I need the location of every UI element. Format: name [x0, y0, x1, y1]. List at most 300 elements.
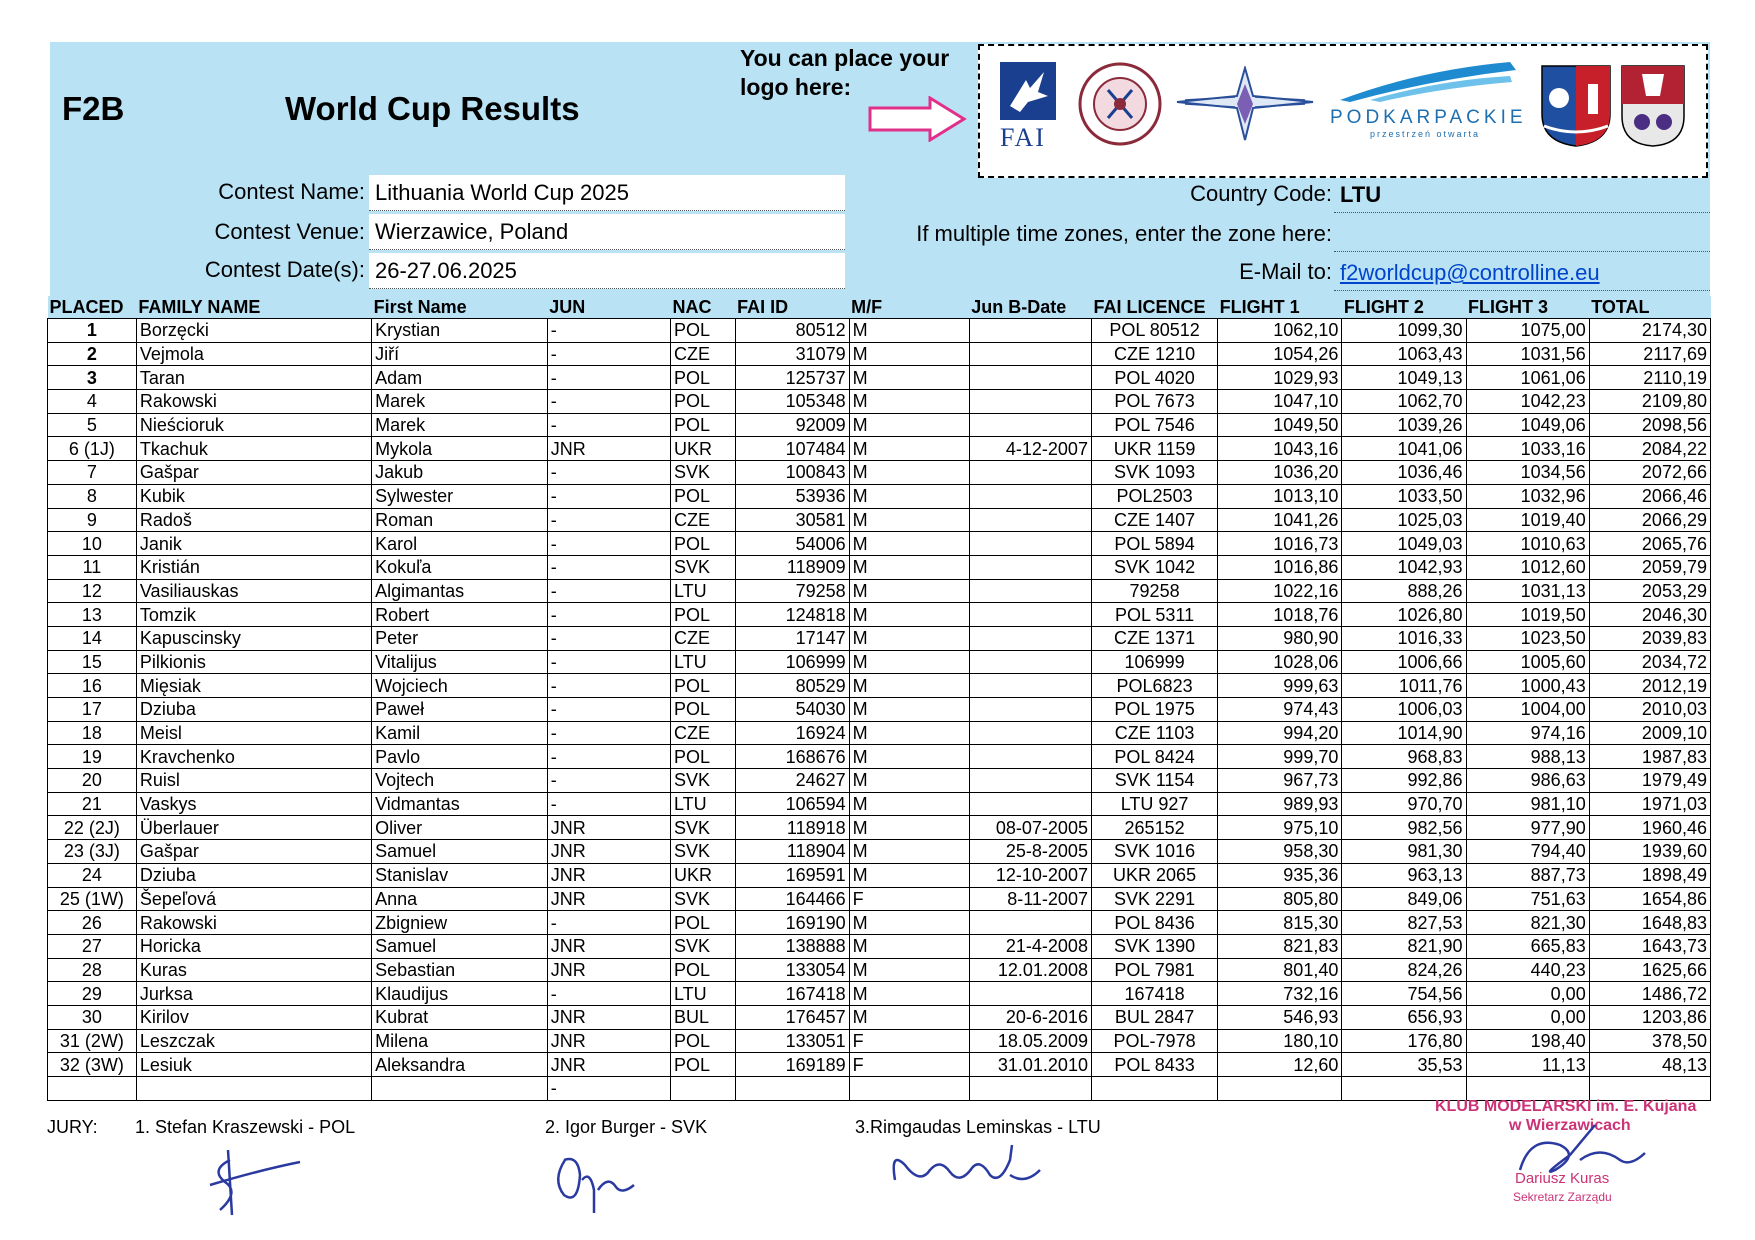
cell-placed: 5 — [48, 413, 137, 437]
cell-first-name: Zbigniew — [372, 911, 548, 935]
cell-flight-1: 1047,10 — [1218, 390, 1342, 414]
cell-nac: POL — [670, 366, 735, 390]
cell-first-name: Vojtech — [372, 769, 548, 793]
cell-fai-id: 80512 — [735, 319, 849, 343]
cell-total: 2034,72 — [1589, 650, 1710, 674]
table-row — [48, 745, 1711, 769]
cell-flight-3: 1019,50 — [1466, 603, 1589, 627]
cell-mf: M — [849, 840, 969, 864]
cell-mf: M — [849, 650, 969, 674]
page-title: World Cup Results — [285, 90, 580, 127]
cell-mf: M — [849, 769, 969, 793]
cell-flight-1: 815,30 — [1218, 911, 1342, 935]
cell-jun: - — [547, 508, 670, 532]
cell-first-name: Oliver — [372, 816, 548, 840]
cell-jun-bdate — [969, 650, 1091, 674]
cell-jun: JNR — [547, 437, 670, 461]
table-row — [48, 911, 1711, 935]
cell-flight-3 — [1466, 1077, 1589, 1101]
cell-fai-licence: 79258 — [1091, 579, 1217, 603]
cell-mf: M — [849, 532, 969, 556]
cell-mf: F — [849, 1029, 969, 1053]
cell-family-name: Tomzik — [136, 603, 371, 627]
cell-jun: JNR — [547, 958, 670, 982]
cell-flight-3: 1000,43 — [1466, 674, 1589, 698]
cell-mf: M — [849, 508, 969, 532]
cell-total: 1203,86 — [1589, 1005, 1710, 1029]
cell-fai-licence: CZE 1210 — [1091, 342, 1217, 366]
cell-jun: - — [547, 390, 670, 414]
cell-family-name: Taran — [136, 366, 371, 390]
cell-fai-id: 169591 — [735, 863, 849, 887]
cell-fai-licence: SVK 2291 — [1091, 887, 1217, 911]
cell-fai-id: 133051 — [735, 1029, 849, 1053]
signature-2 — [550, 1145, 640, 1215]
cell-flight-3: 1005,60 — [1466, 650, 1589, 674]
cell-nac: LTU — [670, 579, 735, 603]
cell-flight-1: 1043,16 — [1218, 437, 1342, 461]
cell-flight-3: 440,23 — [1466, 958, 1589, 982]
jury-label: JURY: — [47, 1117, 98, 1137]
cell-flight-3: 974,16 — [1466, 721, 1589, 745]
cell-placed: 11 — [48, 555, 137, 579]
cell-flight-2: 1062,70 — [1342, 390, 1466, 414]
cell-family-name: Ruisl — [136, 769, 371, 793]
cell-fai-id — [735, 1077, 849, 1101]
cell-jun-bdate: 8-11-2007 — [969, 887, 1091, 911]
cell-placed: 6 (1J) — [48, 437, 137, 461]
cell-flight-1: 935,36 — [1218, 863, 1342, 887]
cell-total: 2098,56 — [1589, 413, 1710, 437]
cell-first-name: Paweł — [372, 698, 548, 722]
table-row — [48, 319, 1711, 343]
cell-nac: SVK — [670, 840, 735, 864]
cell-total: 2066,29 — [1589, 508, 1710, 532]
cell-family-name: Kubik — [136, 484, 371, 508]
cell-mf: M — [849, 863, 969, 887]
cell-mf: M — [849, 555, 969, 579]
cell-mf: M — [849, 484, 969, 508]
cell-placed: 23 (3J) — [48, 840, 137, 864]
cell-family-name: Mięsiak — [136, 674, 371, 698]
cell-jun-bdate — [969, 319, 1091, 343]
cell-jun: - — [547, 745, 670, 769]
cell-fai-licence: 167418 — [1091, 982, 1217, 1006]
cell-mf: M — [849, 958, 969, 982]
cell-mf: F — [849, 887, 969, 911]
cell-jun-bdate — [969, 982, 1091, 1006]
cell-family-name: Gašpar — [136, 840, 371, 864]
table-row — [48, 1077, 1711, 1101]
cell-fai-licence: LTU 927 — [1091, 792, 1217, 816]
cell-jun-bdate — [969, 603, 1091, 627]
cell-flight-3: 1004,00 — [1466, 698, 1589, 722]
cell-flight-3: 1075,00 — [1466, 319, 1589, 343]
cell-flight-1: 821,83 — [1218, 934, 1342, 958]
cell-nac: LTU — [670, 792, 735, 816]
table-row — [48, 1053, 1711, 1077]
cell-jun: JNR — [547, 1029, 670, 1053]
cell-jun-bdate: 21-4-2008 — [969, 934, 1091, 958]
cell-fai-licence — [1091, 1077, 1217, 1101]
cell-first-name: Kamil — [372, 721, 548, 745]
cell-flight-3: 665,83 — [1466, 934, 1589, 958]
cell-total: 2066,46 — [1589, 484, 1710, 508]
table-row — [48, 816, 1711, 840]
cell-jun-bdate — [969, 721, 1091, 745]
cell-jun: - — [547, 413, 670, 437]
cell-fai-licence: POL 7673 — [1091, 390, 1217, 414]
cell-nac: CZE — [670, 508, 735, 532]
cell-total: 1898,49 — [1589, 863, 1710, 887]
cell-total: 2072,66 — [1589, 461, 1710, 485]
cell-flight-3: 1012,60 — [1466, 555, 1589, 579]
cell-flight-2: 754,56 — [1342, 982, 1466, 1006]
cell-family-name: Pilkionis — [136, 650, 371, 674]
cell-first-name: Vitalijus — [372, 650, 548, 674]
cell-fai-licence: POL 5311 — [1091, 603, 1217, 627]
table-row — [48, 934, 1711, 958]
cell-total: 2039,83 — [1589, 626, 1710, 650]
cell-flight-1: 1022,16 — [1218, 579, 1342, 603]
cell-flight-1: 994,20 — [1218, 721, 1342, 745]
cell-jun: - — [547, 342, 670, 366]
table-row — [48, 1029, 1711, 1053]
cell-fai-licence: POL 4020 — [1091, 366, 1217, 390]
cell-jun: - — [547, 1077, 670, 1101]
cell-fai-id: 118904 — [735, 840, 849, 864]
cell-nac: POL — [670, 745, 735, 769]
cell-mf: M — [849, 982, 969, 1006]
cell-total: 2009,10 — [1589, 721, 1710, 745]
cell-flight-3: 1034,56 — [1466, 461, 1589, 485]
cell-jun: - — [547, 721, 670, 745]
cell-jun: - — [547, 982, 670, 1006]
cell-nac: SVK — [670, 461, 735, 485]
cell-fai-id: 118918 — [735, 816, 849, 840]
cell-fai-licence: CZE 1103 — [1091, 721, 1217, 745]
cell-jun-bdate — [969, 745, 1091, 769]
email-field[interactable] — [1334, 255, 1710, 291]
cell-fai-id: 80529 — [735, 674, 849, 698]
cell-nac: POL — [670, 1053, 735, 1077]
table-header-row — [48, 296, 1711, 319]
cell-fai-id: 125737 — [735, 366, 849, 390]
cell-mf: M — [849, 319, 969, 343]
cell-family-name: Dziuba — [136, 698, 371, 722]
cell-mf: M — [849, 911, 969, 935]
cell-jun: JNR — [547, 887, 670, 911]
cell-fai-licence: UKR 1159 — [1091, 437, 1217, 461]
country-code-label: Country Code: — [1190, 181, 1332, 206]
cell-jun-bdate — [969, 413, 1091, 437]
cell-flight-2: 1026,80 — [1342, 603, 1466, 627]
cell-jun-bdate — [969, 555, 1091, 579]
cell-fai-id: 168676 — [735, 745, 849, 769]
cell-jun: - — [547, 603, 670, 627]
cell-nac: POL — [670, 484, 735, 508]
cell-fai-licence: POL 8433 — [1091, 1053, 1217, 1077]
cell-mf: M — [849, 626, 969, 650]
cell-jun: - — [547, 650, 670, 674]
cell-fai-id: 124818 — [735, 603, 849, 627]
cell-fai-id: 106594 — [735, 792, 849, 816]
cell-nac: POL — [670, 1029, 735, 1053]
cell-family-name: Gašpar — [136, 461, 371, 485]
cell-family-name: Šepeľová — [136, 887, 371, 911]
table-row — [48, 342, 1711, 366]
cell-family-name: Leszczak — [136, 1029, 371, 1053]
cell-total: 2065,76 — [1589, 532, 1710, 556]
cell-flight-2: 827,53 — [1342, 911, 1466, 935]
cell-mf: M — [849, 816, 969, 840]
column-header-mf: M/F — [849, 296, 969, 319]
cell-fai-id: 105348 — [735, 390, 849, 414]
cell-placed: 19 — [48, 745, 137, 769]
cell-nac: SVK — [670, 555, 735, 579]
table-row — [48, 792, 1711, 816]
table-row — [48, 863, 1711, 887]
email-link[interactable]: f2worldcup@controlline.eu — [1340, 260, 1600, 285]
cell-fai-id: 133054 — [735, 958, 849, 982]
cell-first-name: Peter — [372, 626, 548, 650]
cell-placed — [48, 1077, 137, 1101]
table-row — [48, 769, 1711, 793]
contest-name-field[interactable]: Lithuania World Cup 2025 — [369, 175, 845, 211]
cell-flight-2: 176,80 — [1342, 1029, 1466, 1053]
cell-first-name: Marek — [372, 413, 548, 437]
cell-fai-licence: POL 1975 — [1091, 698, 1217, 722]
contest-date-field[interactable]: 26-27.06.2025 — [369, 253, 845, 289]
cell-flight-2: 1025,03 — [1342, 508, 1466, 532]
cell-total: 1971,03 — [1589, 792, 1710, 816]
cell-flight-2: 970,70 — [1342, 792, 1466, 816]
cell-flight-2: 1049,03 — [1342, 532, 1466, 556]
cell-flight-3: 0,00 — [1466, 1005, 1589, 1029]
cell-placed: 10 — [48, 532, 137, 556]
table-row — [48, 413, 1711, 437]
cell-mf: M — [849, 792, 969, 816]
cell-fai-licence: 106999 — [1091, 650, 1217, 674]
cell-total: 2046,30 — [1589, 603, 1710, 627]
cell-family-name: Nieścioruk — [136, 413, 371, 437]
cell-mf: M — [849, 1005, 969, 1029]
cell-placed: 29 — [48, 982, 137, 1006]
jury-member-2: 2. Igor Burger - SVK — [545, 1117, 708, 1137]
cell-flight-3: 1010,63 — [1466, 532, 1589, 556]
table-row — [48, 887, 1711, 911]
cell-flight-2: 849,06 — [1342, 887, 1466, 911]
cell-fai-licence: SVK 1093 — [1091, 461, 1217, 485]
cell-flight-1: 546,93 — [1218, 1005, 1342, 1029]
cell-jun-bdate — [969, 508, 1091, 532]
cell-family-name: Tkachuk — [136, 437, 371, 461]
cell-nac: POL — [670, 390, 735, 414]
cell-first-name: Karol — [372, 532, 548, 556]
cell-flight-3: 0,00 — [1466, 982, 1589, 1006]
table-row — [48, 698, 1711, 722]
cell-flight-1 — [1218, 1077, 1342, 1101]
cell-jun: - — [547, 769, 670, 793]
column-header-jun: JUN — [547, 296, 670, 319]
cell-first-name: Wojciech — [372, 674, 548, 698]
table-row — [48, 721, 1711, 745]
cell-first-name: Kubrat — [372, 1005, 548, 1029]
stamp-signatory-role: Sekretarz Zarządu — [1513, 1190, 1612, 1204]
cell-family-name: Kuras — [136, 958, 371, 982]
cell-fai-id: 24627 — [735, 769, 849, 793]
cell-jun: - — [547, 792, 670, 816]
cell-flight-3: 887,73 — [1466, 863, 1589, 887]
cell-total: 2053,29 — [1589, 579, 1710, 603]
cell-placed: 3 — [48, 366, 137, 390]
podkarpackie-text: PODKARPACKIE — [1330, 107, 1527, 128]
cell-total: 2110,19 — [1589, 366, 1710, 390]
cell-flight-2 — [1342, 1077, 1466, 1101]
cell-fai-licence: CZE 1371 — [1091, 626, 1217, 650]
cell-first-name: Roman — [372, 508, 548, 532]
cell-fai-id: 54030 — [735, 698, 849, 722]
cell-total: 2109,80 — [1589, 390, 1710, 414]
cell-fai-id: 164466 — [735, 887, 849, 911]
cell-first-name: Stanislav — [372, 863, 548, 887]
cell-first-name: Algimantas — [372, 579, 548, 603]
cell-placed: 26 — [48, 911, 137, 935]
cell-flight-2: 1011,76 — [1342, 674, 1466, 698]
table-row — [48, 1005, 1711, 1029]
cell-nac: POL — [670, 603, 735, 627]
cell-placed: 17 — [48, 698, 137, 722]
cell-flight-1: 989,93 — [1218, 792, 1342, 816]
cell-fai-licence: CZE 1407 — [1091, 508, 1217, 532]
cell-placed: 1 — [48, 319, 137, 343]
cell-mf: M — [849, 934, 969, 958]
cell-flight-1: 980,90 — [1218, 626, 1342, 650]
cell-first-name: Jiří — [372, 342, 548, 366]
table-row — [48, 626, 1711, 650]
results-table — [47, 296, 1711, 1101]
cell-jun: - — [547, 579, 670, 603]
cell-first-name: Samuel — [372, 934, 548, 958]
cell-mf — [849, 1077, 969, 1101]
cell-placed: 32 (3W) — [48, 1053, 137, 1077]
cell-fai-licence: SVK 1042 — [1091, 555, 1217, 579]
table-row — [48, 579, 1711, 603]
cell-total: 1648,83 — [1589, 911, 1710, 935]
cell-fai-id: 107484 — [735, 437, 849, 461]
table-row — [48, 437, 1711, 461]
cell-first-name: Klaudijus — [372, 982, 548, 1006]
cell-jun-bdate: 12-10-2007 — [969, 863, 1091, 887]
cell-family-name: Janik — [136, 532, 371, 556]
cell-flight-1: 12,60 — [1218, 1053, 1342, 1077]
cell-nac: POL — [670, 532, 735, 556]
table-body — [48, 319, 1711, 1101]
cell-flight-3: 1049,06 — [1466, 413, 1589, 437]
signature-1 — [190, 1140, 310, 1220]
cell-flight-2: 1036,46 — [1342, 461, 1466, 485]
cell-flight-3: 981,10 — [1466, 792, 1589, 816]
country-code-field[interactable]: LTU — [1334, 177, 1710, 213]
cell-flight-1: 1062,10 — [1218, 319, 1342, 343]
cell-total: 1486,72 — [1589, 982, 1710, 1006]
cell-jun-bdate — [969, 532, 1091, 556]
cell-fai-id: 17147 — [735, 626, 849, 650]
club-seal-logo — [1078, 62, 1162, 146]
cell-nac: POL — [670, 674, 735, 698]
cell-nac: POL — [670, 698, 735, 722]
cell-nac: POL — [670, 413, 735, 437]
cell-first-name: Samuel — [372, 840, 548, 864]
cell-fai-id: 31079 — [735, 342, 849, 366]
cell-total: 1979,49 — [1589, 769, 1710, 793]
table-row — [48, 603, 1711, 627]
cell-placed: 12 — [48, 579, 137, 603]
cell-placed: 24 — [48, 863, 137, 887]
town-crest-logo — [1620, 64, 1686, 148]
cell-family-name: Lesiuk — [136, 1053, 371, 1077]
podkarpackie-subtext: przestrzeń otwarta — [1369, 129, 1481, 139]
cell-nac: SVK — [670, 887, 735, 911]
cell-flight-2: 1099,30 — [1342, 319, 1466, 343]
cell-jun: - — [547, 555, 670, 579]
cell-flight-1: 180,10 — [1218, 1029, 1342, 1053]
cell-fai-id: 79258 — [735, 579, 849, 603]
cell-family-name: Kristián — [136, 555, 371, 579]
cell-family-name: Horicka — [136, 934, 371, 958]
contest-venue-field[interactable]: Wierzawice, Poland — [369, 214, 845, 250]
cell-flight-3: 1032,96 — [1466, 484, 1589, 508]
cell-jun-bdate — [969, 579, 1091, 603]
cell-flight-1: 1041,26 — [1218, 508, 1342, 532]
cell-jun: - — [547, 626, 670, 650]
timezone-field[interactable] — [1334, 216, 1710, 252]
cell-total: 1625,66 — [1589, 958, 1710, 982]
cell-flight-2: 1039,26 — [1342, 413, 1466, 437]
cell-first-name: Sebastian — [372, 958, 548, 982]
cell-flight-3: 1031,13 — [1466, 579, 1589, 603]
cell-jun: JNR — [547, 1005, 670, 1029]
cell-family-name: Dziuba — [136, 863, 371, 887]
table-row — [48, 532, 1711, 556]
column-header-flight-2: FLIGHT 2 — [1342, 296, 1466, 319]
cell-flight-2: 888,26 — [1342, 579, 1466, 603]
column-header-first-name: First Name — [372, 296, 548, 319]
cell-nac: LTU — [670, 650, 735, 674]
cell-jun-bdate — [969, 626, 1091, 650]
cell-nac: SVK — [670, 816, 735, 840]
table-row — [48, 366, 1711, 390]
cell-first-name: Jakub — [372, 461, 548, 485]
column-header-fai-licence: FAI LICENCE — [1091, 296, 1217, 319]
cell-placed: 7 — [48, 461, 137, 485]
cell-jun-bdate — [969, 484, 1091, 508]
cell-mf: M — [849, 390, 969, 414]
cell-nac: POL — [670, 319, 735, 343]
column-header-total: TOTAL — [1589, 296, 1710, 319]
cell-flight-3: 198,40 — [1466, 1029, 1589, 1053]
cell-flight-2: 656,93 — [1342, 1005, 1466, 1029]
cell-mf: M — [849, 745, 969, 769]
cell-jun-bdate — [969, 792, 1091, 816]
podkarpackie-logo — [1330, 60, 1527, 150]
column-header-family-name: FAMILY NAME — [136, 296, 371, 319]
cell-flight-1: 975,10 — [1218, 816, 1342, 840]
cell-mf: F — [849, 1053, 969, 1077]
cell-total — [1589, 1077, 1710, 1101]
cell-fai-id: 106999 — [735, 650, 849, 674]
cell-flight-1: 967,73 — [1218, 769, 1342, 793]
